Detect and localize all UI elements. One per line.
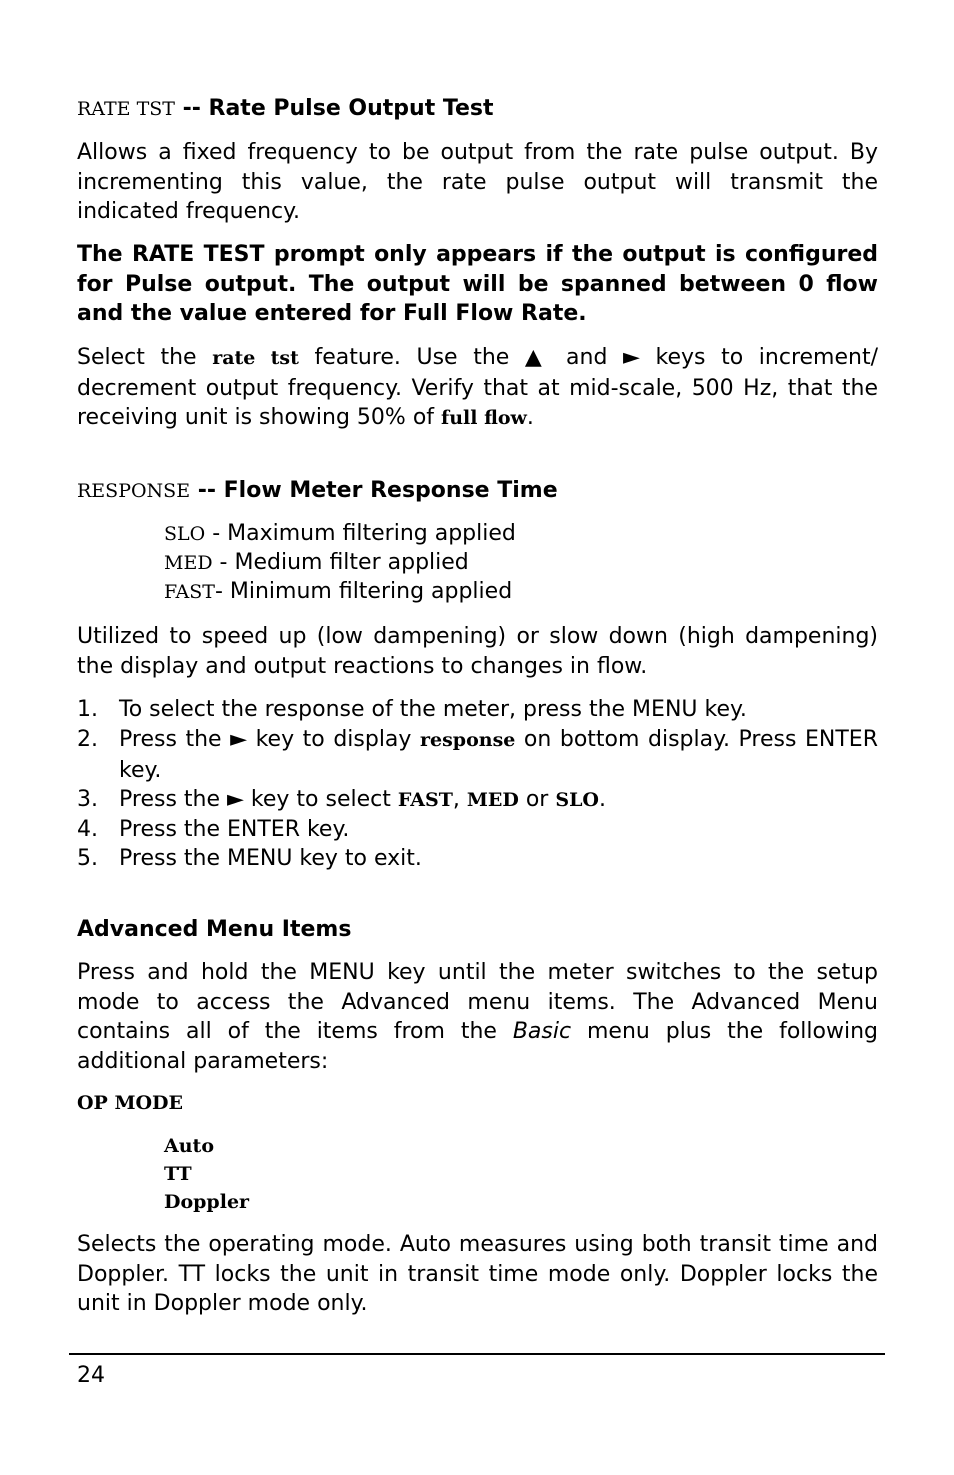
list-item: 5. Press the MENU key to exit. [77,846,422,871]
rate-test-label: RATE TST [77,98,175,120]
response-key-label: response [420,729,516,751]
op-mode-option-tt: TT [164,1163,192,1185]
response-option-fast: FAST- Minimum filtering applied [164,579,513,604]
rate-test-heading [77,94,878,125]
advanced-menu-heading: Advanced Menu Items [77,917,352,942]
list-item: 3. Press the ► key to select FAST, MED or SLO. [77,787,606,812]
response-heading [77,476,878,507]
op-mode-label: OP MODE [77,1092,183,1114]
page-number: 24 [77,1363,105,1388]
op-mode-description: Selects the operating mode. Auto measures using both transit time and Doppler. TT locks the unit in transit time mode only. Doppler locks the unit in Doppler mode only. [77,1232,878,1316]
advanced-menu-description: Press and hold the MENU key until the meter switches to the setup mode to access the Advanced menu items. The Advanced Menu contains all of the items from the Basic menu plus the following additional parameters: [77,960,878,1074]
response-label: RESPONSE [77,480,191,502]
response-title: -- Flow Meter Response Time [190,478,558,503]
footer-divider [69,1353,885,1355]
op-mode-option-auto: Auto [164,1135,215,1157]
response-description: Utilized to speed up (low dampening) or slow down (high dampening) the display and output reactions to changes in flow. [77,624,878,679]
list-item: 1. To select the response of the meter, press the MENU key. [77,697,747,722]
rate-tst-label: rate tst [212,347,299,369]
rate-test-title: -- Rate Pulse Output Test [174,96,494,121]
response-option-slo: SLO - Maximum filtering applied [164,521,516,546]
op-mode-option-doppler: Doppler [164,1191,250,1213]
rate-test-instructions: Select the rate tst feature. Use the ▲ and ► keys to increment/ decrement output frequency. Verify that at mid-scale, 500 Hz, that the receiving unit is showing 50% of full flow. [77,345,878,430]
list-item: 2. Press the ► key to display response on bottom display. Press ENTER key. [77,727,878,783]
full-flow-label: full flow [441,407,527,429]
response-option-med: MED - Medium filter applied [164,550,469,575]
rate-test-note: The RATE TEST prompt only appears if the output is configured for Pulse output. The output will be spanned between 0 flow and the value entered for Full Flow Rate. [77,242,878,326]
rate-test-description: Allows a fixed frequency to be output from the rate pulse output. By incrementing this value, the rate pulse output will transmit the indicated frequency. [77,140,878,224]
list-item: 4. Press the ENTER key. [77,817,350,842]
